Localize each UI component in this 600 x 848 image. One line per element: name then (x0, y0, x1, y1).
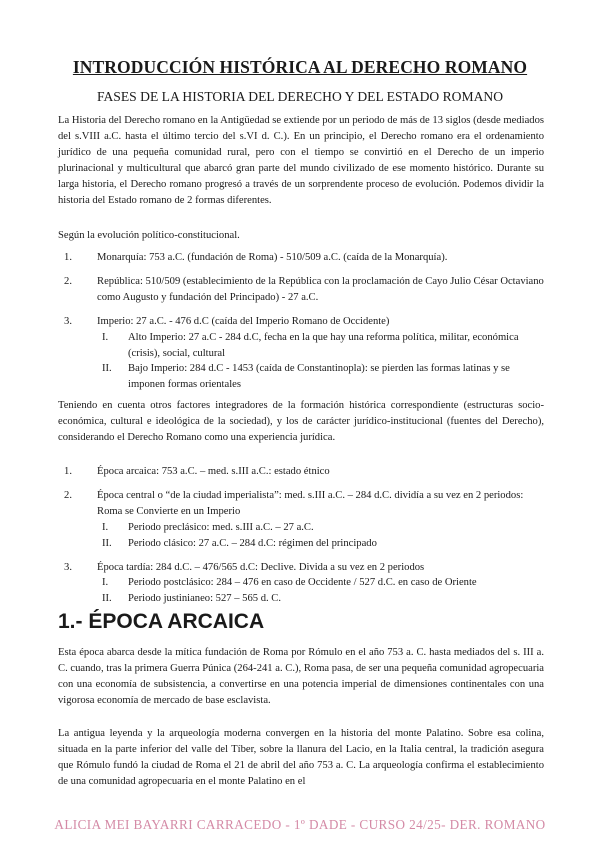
list-item-text: Época arcaica: 753 a.C. – med. s.III a.C.: estado étnico (97, 466, 330, 477)
list-number: 1. (64, 466, 72, 477)
roman-number: II. (102, 593, 112, 605)
roman-number: I. (102, 331, 109, 343)
sub-list-item (58, 330, 544, 362)
list-item (58, 560, 544, 576)
sub-list-item (58, 520, 544, 536)
intro-paragraph: La Historia del Derecho romano en la Antigüedad se extiende por un periodo de más de 13 siglos (desde mediados del s.VIII a.C. hasta el último tercio del s.VI d. C.). En un principio, el Derecho romano era el ordenamiento jurídico de una pequeña comunidad rural, pero con el tiempo se convirtió en el Derecho de un imperio plurinacional y multicultural que abarcó gran parte del mundo civilizado de ese momento histórico. Durante su larga historia, el Derecho romano progresó a través de un sorprendente proceso de evolución. Podemos dividir la historia del Estado romano de 2 formas diferentes. (58, 115, 544, 206)
sub-list-item (58, 591, 544, 607)
epochs-list (58, 464, 544, 607)
document-subtitle: FASES DE LA HISTORIA DEL DERECHO Y DEL ESTADO ROMANO (96, 89, 504, 104)
sub-list-text: Periodo preclásico: med. s.III a.C. – 27 a.C. (128, 521, 314, 533)
list-number: 2. (64, 489, 72, 501)
list-item-text: Imperio: 27 a.C. - 476 d.C (caída del Imperio Romano de Occidente) (97, 315, 390, 327)
sub-list-text: Alto Imperio: 27 a.C - 284 d.C, fecha en la que hay una reforma política, militar, económica (crisis), social, cultural (128, 331, 519, 359)
list-number: 3. (64, 315, 72, 327)
political-list (58, 250, 544, 393)
section-heading: 1.- ÉPOCA ARCAICA (58, 610, 265, 633)
sub-list-item (58, 575, 544, 591)
list-item-text: Época central o “de la ciudad imperialista”: med. s.III a.C. – 284 d.C. dividía a su vez en 2 periodos: Roma se Convierte en un Imperio (97, 489, 524, 517)
list-item (58, 488, 544, 520)
roman-number: I. (102, 577, 109, 589)
list-number: 1. (64, 252, 72, 263)
arcaica-paragraph-1: Esta época abarca desde la mítica fundación de Roma por Rómulo en el año 753 a. C. hasta mediados del s. III a. C. cuando, tras la primera Guerra Púnica (264-241 a. C.), Roma pasa, de ser una pequeña comunidad agropecuaria con una economía de subsistencia, a convertirse en una potencia imperial de dimensiones continentales con una vigorosa economía de mercado de base esclavista. (58, 647, 544, 706)
roman-number: II. (102, 537, 112, 549)
roman-number: I. (102, 521, 109, 533)
sub-list-item (58, 361, 544, 393)
list-item (58, 250, 544, 266)
list-item (58, 274, 544, 306)
list-item-text: Monarquía: 753 a.C. (fundación de Roma) - 510/509 a.C. (caída de la Monarquía). (97, 252, 448, 263)
page-footer: ALICIA MEI BAYARRI CARRACEDO - 1º DADE - CURSO 24/25- DER. ROMANO (54, 817, 546, 832)
sub-list-item (58, 536, 544, 552)
list-item (58, 314, 544, 330)
political-intro: Según la evolución político-constitucional. (58, 230, 240, 241)
list-number: 3. (64, 561, 72, 573)
roman-number: II. (102, 363, 112, 375)
arcaica-paragraph-2: La antigua leyenda y la arqueología moderna convergen en la historia del monte Palatino. Sobre esa colina, situada en la parte inferior del valle del Tíber, sobre la llanura del Lacio, en la Italia central, la tradición asegura que Rómulo fundó la ciudad de Roma el 21 de abril del año 753 a. C. La arqueología confirma el establecimiento de una comunidad agropecuaria en el monte Palatino en el (58, 728, 544, 787)
factors-paragraph: Teniendo en cuenta otros factores integradores de la formación histórica correspondiente (estructuras socio-económica, cultural e ideológica de la sociedad), y los de carácter jurídico-institucional (fuentes del Derecho), considerando el Derecho Romano como una experiencia jurídica. (58, 400, 544, 443)
document-title: INTRODUCCIÓN HISTÓRICA AL DERECHO ROMANO (72, 57, 528, 77)
list-item-text: Época tardía: 284 d.C. – 476/565 d.C: Declive. Divida a su vez en 2 periodos (97, 561, 425, 573)
sub-list-text: Periodo justinianeo: 527 – 565 d. C. (128, 593, 282, 605)
list-item (58, 464, 544, 480)
sub-list-text: Periodo postclásico: 284 – 476 en caso de Occidente / 527 d.C. en caso de Oriente (128, 577, 477, 589)
list-number: 2. (64, 275, 72, 287)
sub-list-text: Periodo clásico: 27 a.C. – 284 d.C: régimen del principado (128, 537, 377, 549)
sub-list-text: Bajo Imperio: 284 d.C - 1453 (caída de Constantinopla): se pierden las formas latinas y se imponen formas orientales (128, 363, 510, 391)
list-item-text: República: 510/509 (establecimiento de la República con la proclamación de Cayo Julio César Octaviano como Augusto y fundación del Principado) - 27 a.C. (97, 275, 544, 303)
